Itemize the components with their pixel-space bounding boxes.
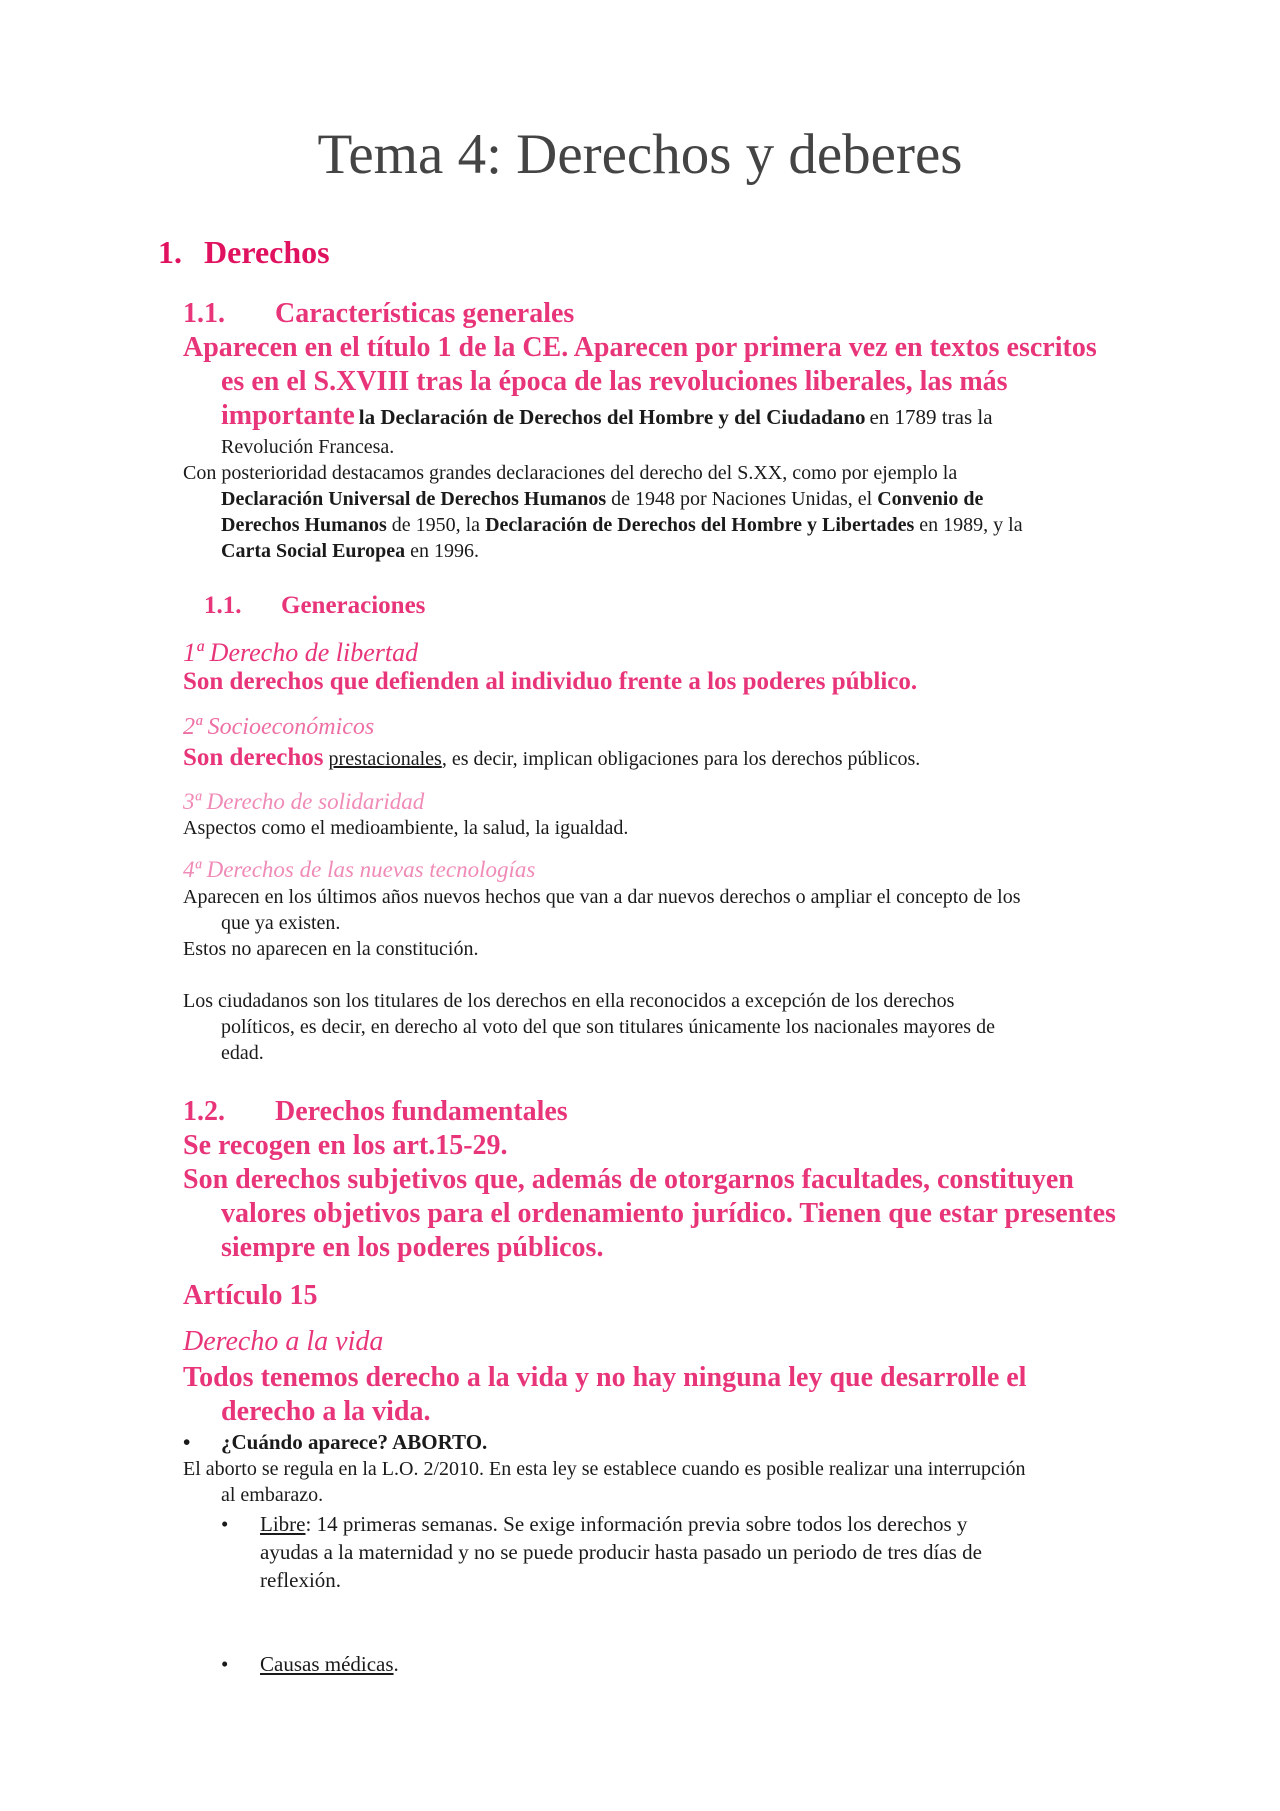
plain-text: de 1948 por Naciones Unidas, el [611, 488, 873, 510]
subsection-heading-generaciones [204, 592, 426, 620]
paragraph-line [221, 400, 993, 432]
bold-text: Declaración de Derechos del Hombre y Libertades [485, 514, 915, 536]
subsection-heading-caracteristicas [183, 298, 575, 330]
generation-text [183, 744, 920, 772]
underlined-text: Causas médicas [260, 1652, 394, 1676]
generation-title: 1ª Derecho de libertad [183, 638, 419, 667]
subsection-label: Generaciones [281, 592, 426, 619]
paragraph-line [221, 488, 983, 511]
paragraph-line: edad. [221, 1042, 264, 1064]
generation-text: Son derechos que defienden al individuo frente a los poderes público. [183, 668, 918, 695]
generation-title: 3ª Derecho de solidaridad [183, 789, 425, 814]
paragraph-line: Aparecen en los últimos años nuevos hechos que van a dar nuevos derechos o ampliar el concepto de los [183, 886, 1021, 908]
paragraph-line: ayudas a la maternidad y no se puede producir hasta pasado un periodo de tres días de [260, 1540, 982, 1564]
paragraph-line: Revolución Francesa. [221, 436, 395, 458]
paragraph-line: es en el S.XVIII tras la época de las revoluciones liberales, las más [221, 366, 1008, 397]
plain-text: en 1989, y la [919, 514, 1023, 536]
bold-text: Carta Social Europea [221, 540, 406, 562]
underlined-text: Libre [260, 1512, 306, 1536]
bullet-icon: • [221, 1512, 229, 1536]
paragraph-line: reflexión. [260, 1568, 342, 1592]
paragraph-line [221, 540, 479, 563]
plain-text: en 1789 tras la [869, 405, 993, 429]
section-number: 1. [158, 234, 182, 270]
subsection-heading-fundamentales [183, 1096, 568, 1128]
paragraph-line: valores objetivos para el ordenamiento jurídico. Tienen que estar presentes [221, 1198, 1116, 1229]
sub-bullet-item [221, 1512, 968, 1537]
subsection-number: 1.1. [204, 592, 242, 619]
subsection-label: Derechos fundamentales [275, 1096, 568, 1127]
highlight-text: importante [221, 400, 355, 431]
paragraph-line: Los ciudadanos son los titulares de los derechos en ella reconocidos a excepción de los derechos [183, 990, 955, 1012]
paragraph-line: políticos, es decir, en derecho al voto del que son titulares únicamente los nacionales mayores de [221, 1016, 995, 1038]
generation-title: 4ª Derechos de las nuevas tecnologías [183, 857, 536, 882]
bullet-text [260, 1512, 967, 1537]
generation-title: 2ª Socioeconómicos [183, 714, 375, 740]
paragraph-line: que ya existen. [221, 912, 341, 934]
bullet-text: ¿Cuándo aparece? ABORTO. [221, 1430, 488, 1454]
bullet-item [183, 1430, 488, 1455]
paragraph-line: Aparecen en el título 1 de la CE. Aparecen por primera vez en textos escritos [183, 332, 1097, 363]
paragraph-line: siempre en los poderes públicos. [221, 1232, 604, 1263]
page-title: Tema 4: Derechos y deberes [317, 123, 963, 186]
bold-text: Derechos Humanos [221, 514, 387, 536]
paragraph-line: Con posterioridad destacamos grandes declaraciones del derecho del S.XX, como por ejemplo la [183, 462, 958, 484]
bullet-text [260, 1652, 399, 1677]
plain-text: en 1996. [410, 540, 479, 562]
bold-text: Declaración Universal de Derechos Humanos [221, 488, 607, 510]
article-subheading: Derecho a la vida [183, 1326, 384, 1357]
paragraph-line: El aborto se regula en la L.O. 2/2010. En esta ley se establece cuando es posible realizar una interrupción [183, 1458, 1026, 1480]
subsection-number: 1.1. [183, 298, 225, 329]
section-label: Derechos [204, 234, 330, 270]
bullet-icon: • [183, 1430, 191, 1454]
plain-text: . [393, 1652, 399, 1676]
generation-text: Aspectos como el medioambiente, la salud, la igualdad. [183, 817, 629, 839]
paragraph-line: Son derechos subjetivos que, además de otorgarnos facultades, constituyen [183, 1164, 1074, 1195]
bold-text: la Declaración de Derechos del Hombre y del Ciudadano [358, 405, 866, 429]
highlight-text: Son derechos [183, 744, 324, 771]
subsection-label: Características generales [275, 298, 575, 329]
paragraph-line: Estos no aparecen en la constitución. [183, 938, 479, 960]
bold-text: Convenio de [877, 488, 984, 510]
section-heading-derechos [158, 234, 330, 271]
paragraph-line: derecho a la vida. [221, 1396, 431, 1427]
paragraph-line: Se recogen en los art.15-29. [183, 1130, 508, 1161]
paragraph-line: al embarazo. [221, 1484, 324, 1506]
article-heading: Artículo 15 [183, 1280, 318, 1311]
underlined-text: prestacionales [328, 748, 442, 770]
plain-text: , es decir, implican obligaciones para los derechos públicos. [441, 748, 921, 770]
sub-bullet-item [221, 1652, 399, 1677]
subsection-number: 1.2. [183, 1096, 225, 1127]
plain-text: de 1950, la [391, 514, 481, 536]
paragraph-line: Todos tenemos derecho a la vida y no hay ninguna ley que desarrolle el [183, 1362, 1027, 1393]
bullet-icon: • [221, 1652, 229, 1676]
paragraph-line [221, 514, 1023, 537]
plain-text: : 14 primeras semanas. Se exige información previa sobre todos los derechos y [305, 1512, 968, 1536]
